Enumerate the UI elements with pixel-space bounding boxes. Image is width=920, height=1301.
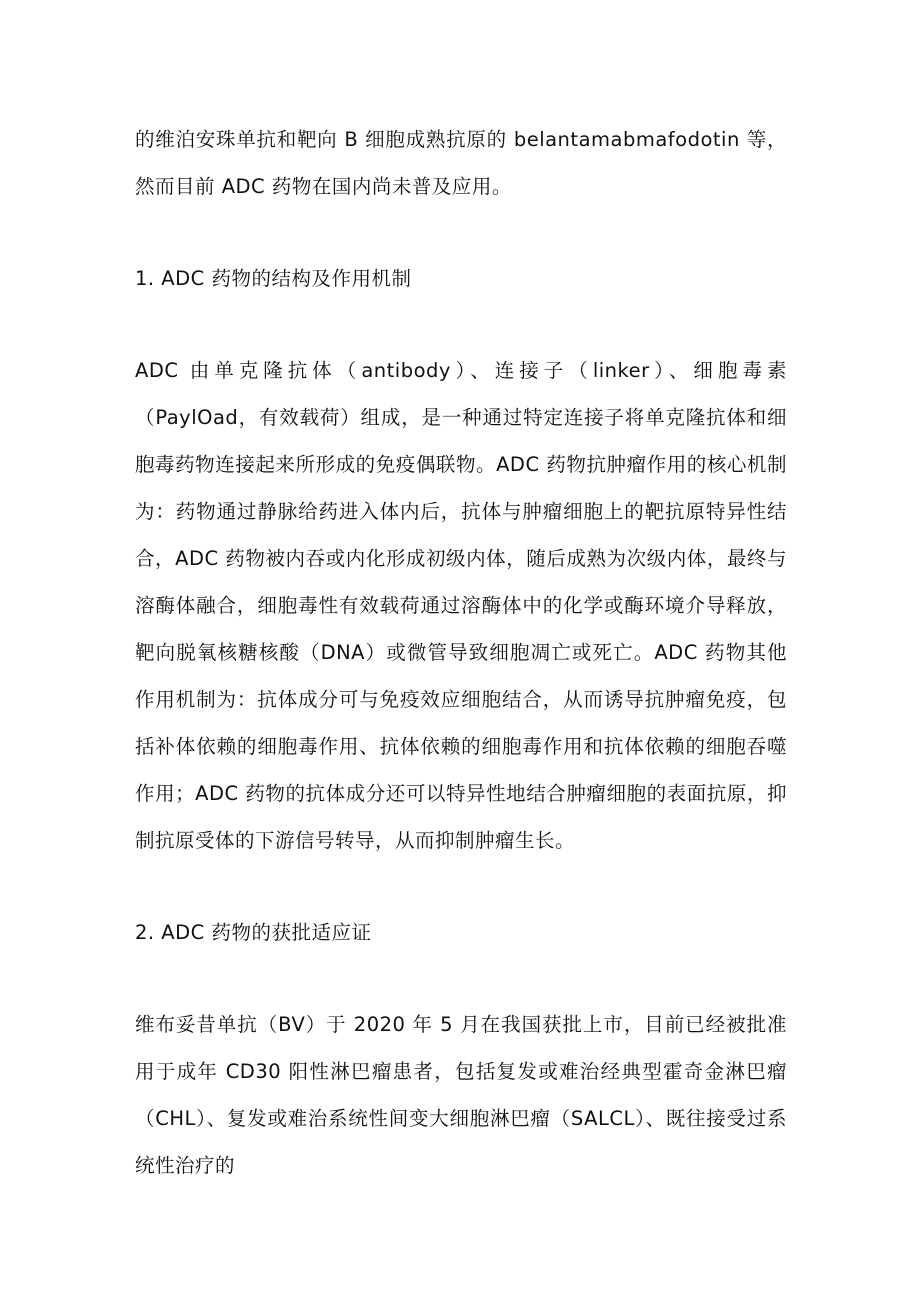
document-page bbox=[135, 116, 787, 1189]
paragraph-intro-continuation: 的维泊安珠单抗和靶向 B 细胞成熟抗原的 belantamabmafodotin 等，然而目前 ADC 药物在国内尚未普及应用。 bbox=[135, 128, 787, 198]
spacer bbox=[135, 210, 787, 255]
spacer bbox=[135, 956, 787, 1001]
section-heading-approved-indications: 2. ADC 药物的获批适应证 bbox=[135, 921, 372, 944]
paragraph-structure-mechanism: ADC 由单克隆抗体（antibody）、连接子（linker）、细胞毒素（PaylOad，有效载荷）组成，是一种通过特定连接子将单克隆抗体和细胞毒药物连接起来所形成的免疫偶联物。ADC 药物抗肿瘤作用的核心机制为：药物通过静脉给药进入体内后，抗体与肿瘤细胞上的靶抗原特异性结合，ADC 药物被内吞或内化形成初级内体，随后成熟为次级内体，最终与溶酶体融合，细胞毒性有效载荷通过溶酶体中的化学或酶环境介导释放，靶向脱氧核糖核酸（DNA）或微管导致细胞凋亡或死亡。ADC 药物其他作用机制为：抗体成分可与免疫效应细胞结合，从而诱导抗肿瘤免疫，包括补体依赖的细胞毒作用、抗体依赖的细胞毒作用和抗体依赖的细胞吞噬作用；ADC 药物的抗体成分还可以特异性地结合肿瘤细胞的表面抗原，抑制抗原受体的下游信号转导，从而抑制肿瘤生长。 bbox=[135, 359, 787, 852]
spacer bbox=[135, 302, 787, 347]
paragraph-approved-indications: 维布妥昔单抗（BV）于 2020 年 5 月在我国获批上市，目前已经被批准用于成年 CD30 阳性淋巴瘤患者，包括复发或难治经典型霍奇金淋巴瘤（CHL）、复发或难治系统性间变大细胞淋巴瘤（SALCL）、既往接受过系统性治疗的 bbox=[135, 1013, 787, 1177]
spacer bbox=[135, 864, 787, 909]
section-heading-structure-mechanism: 1. ADC 药物的结构及作用机制 bbox=[135, 267, 412, 290]
